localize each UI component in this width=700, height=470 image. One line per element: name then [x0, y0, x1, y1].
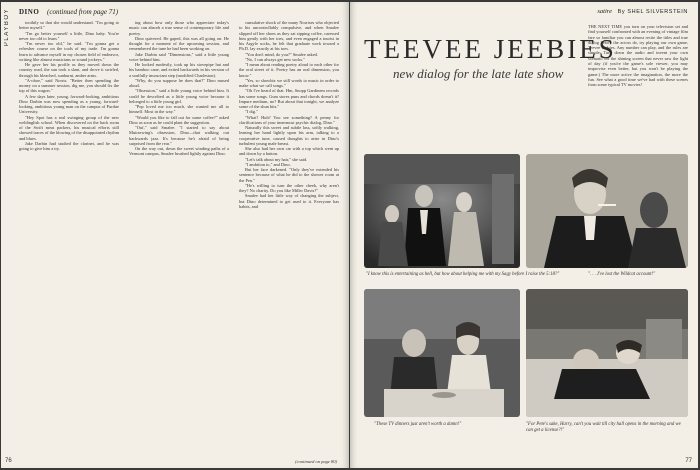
subheadline: new dialog for the late late show: [393, 66, 564, 81]
article-paragraph: She also had her own car with a top which went up and down by a button.: [239, 146, 339, 157]
photo-1: [364, 154, 520, 268]
byline: By SHEL SILVERSTEIN: [617, 9, 688, 15]
photo-1-image: [364, 154, 520, 268]
article-paragraph: He looked modestly, took up his stovepipe hat and his bamboo cane, and exited backwards in his version of a soulfully insouciant step (modified Charleston).: [129, 62, 229, 78]
article-paragraph: "Yes, so showbiz we still words to music in order to make what we call songs.": [239, 77, 339, 88]
photo-4-image: [526, 289, 688, 417]
article-paragraph: "Pop loved me too much, she wanted me all to himself. Most in the way.": [129, 104, 229, 115]
article-paragraph: Smalee had her little way of changing the subject, but Dino determined to get used to it. Everyone has habits, and: [239, 193, 339, 209]
article-paragraph: "No, I can always get new socks.": [245, 56, 305, 62]
text-column-3: [239, 20, 339, 454]
article-paragraph: "I dig.": [245, 109, 258, 115]
article-paragraph: Jake Darbin said "Dimensions," said a little young voice behind him.: [129, 51, 229, 62]
article-paragraph: "I'm never too old," he said. "I'm gonna get a refresher course on the tools of my trade. I'm gonna learn to advance myself in my chosen field of endeavor, writing like almost musicians or sound jockeys.": [19, 41, 119, 62]
headline: TEEVEE JEEBIES: [364, 34, 617, 64]
magazine-vertical-label: PLAYBOY: [4, 8, 10, 47]
article-paragraph: "He's willing to turn the other cheek, why aren't they? No charity. Do you like Miller Davis?": [239, 182, 339, 193]
article-columns: [19, 20, 339, 454]
photo-4: [526, 289, 688, 417]
article-paragraph: "What? Huh? You see something? A penny for clarifications of your innermost psychic dialog, Dino.": [239, 114, 339, 125]
article-paragraph: "I ambition to," and Dino.: [245, 161, 291, 167]
running-head: [19, 8, 339, 16]
text-column-1: [19, 20, 119, 454]
photo-3-caption: "These TV dinners just aren't worth a damn!": [374, 422, 462, 427]
article-paragraph: "Ouf," said Smalee. "I started to say about Muirsewing's obsession, Dino—that walking out backwards jazz. It's because he's afraid of being surprised from the rear.": [129, 125, 229, 146]
article-paragraph: "Let's talk about my hair," she said.: [245, 156, 308, 162]
continued-from-note: (continued from page 71): [47, 8, 119, 16]
article-paragraph: Jake Darbin had studied the clarinet, and he was going to give him a try.: [19, 140, 119, 151]
right-page: [350, 2, 698, 468]
article-paragraph: toothily so that she would understand. "I'm going to better myself.": [19, 20, 119, 31]
continued-on-note: (continued on page 80): [295, 459, 337, 464]
section-label: satire: [597, 8, 612, 15]
left-page: [1, 2, 349, 468]
page-number-right: 77: [685, 458, 692, 464]
article-paragraph: He gave her his profile as they moved down the country road, the sun took a slant, and drove it swirled, through his bleached, sunburnt, amber arms.: [19, 62, 119, 78]
article-paragraph: cumulative shock of the many Norrises who objected to his uncontrollably compulsive, and when Smalee slipped off her shoes as they sat sipping coffee, caressed him gently with her toes, and even engaged a tourist in his Argyle socks, he felt that graduate work toward a Ph.D. lay exactly at his toes.: [239, 20, 339, 52]
section-byline: [597, 8, 688, 15]
article-paragraph: A few days later, young, forward-looking, ambitious Dino Darbin was now spending as a young, forward-looking, ambitious young man on the campus of Purdue University.: [19, 93, 119, 115]
photo-4-caption: "For Pete's sake, Harry, can't you wait till city hall opens in the morning and we can get a license?!": [526, 422, 681, 433]
photo-2-image: [526, 154, 688, 268]
intro-text: THE NEXT TIME you turn on your television set and find yourself confronted with an evening of vintage film fare so familiar you can almost recite the titles and true dialog before the actors do, try playing our own game, Teevee Jeebies. Any number can play, and the rules are simple: Turn down the audio and invent your own scenario for the shining screen that never saw the light of day (if you're the game's sole viewer, you may improvise even better, but you won't be playing the game.) The more active the imagination, the more the fun. See what a good time we've had with these scenes from some typical TV movies!: [588, 24, 688, 88]
article-paragraph: On the way out, down the sweet winding paths of a Vermont campus, Smalee brushed lightly against Dino.: [129, 146, 229, 157]
article-paragraph: ing about how only those who appreciate today's music can absorb a true sense of contemporary life and poetry.: [129, 20, 229, 36]
article-paragraph: "I mean about reading poetry aloud to each other for the oral street of it. Poetry has an oral dimension, you know.": [239, 62, 339, 78]
text-column-2: [129, 20, 229, 454]
article-paragraph: "Would you like to fall out for some coffee?" asked Dino as soon as he could plant the suggestion.: [129, 114, 229, 125]
article-paragraph: "Obsession," said a little young voice behind him. It could be described as a little young voice because it belonged to a little young girl.: [129, 88, 229, 104]
article-paragraph: "Oh I've heard of that. Hm, Snopp Gardinem records has some songs. Gum stores puns and chords doesn't it? Impure medium, no? But about that tonight, we analyze some of the shun bits.": [239, 88, 339, 109]
page-number-left: 76: [5, 458, 12, 464]
photo-2: [526, 154, 688, 268]
article-paragraph: "Hey Spot has a real swinging group of the new weldinglish school. When discovered on the back room of the Swift meat packers, his musical efforts still showed traces of the blowing of the disappointed rhythm and blues.: [19, 114, 119, 141]
article-paragraph: "A-oboe," said Norris. "Better then spending the money on a summer session, dig me, you should fix the top of this wagon.": [19, 77, 119, 94]
article-paragraph: "You don't mind, do you?" Smalee asked.: [245, 51, 318, 57]
photo-1-caption: "I know this is entertaining as hell, but how about helping me with my Sagy before I raise the 5:18?": [366, 272, 560, 277]
photo-2-caption: ". . . I've lost the Wildcat account!": [588, 272, 656, 277]
article-paragraph: "I'm go better yourself a little, Dino baby. You're never too old to learn.": [19, 30, 119, 41]
article-paragraph: Dino quivered. He gaped, this was all going on. He thought for a moment of the upcoming session, and remembered the tune he had been working on.: [129, 35, 229, 52]
article-paragraph: "Why, do you suppose he does that?" Dino mused aloud.: [129, 77, 229, 88]
article-running-title: DINO: [19, 8, 40, 16]
photo-3: [364, 289, 520, 417]
article-paragraph: Naturally this sweet and subtle lass, softly walking, leaning her hand lightly upon his arm, talking to a cooperative tune, caused thoughts to arise in Dino's turbulent young male breast.: [239, 125, 339, 146]
article-paragraph: But her face darkened. "Only they've extended his sentence because of what he did to the shower room at the Pen.": [239, 167, 339, 183]
photo-3-image: [364, 289, 520, 417]
